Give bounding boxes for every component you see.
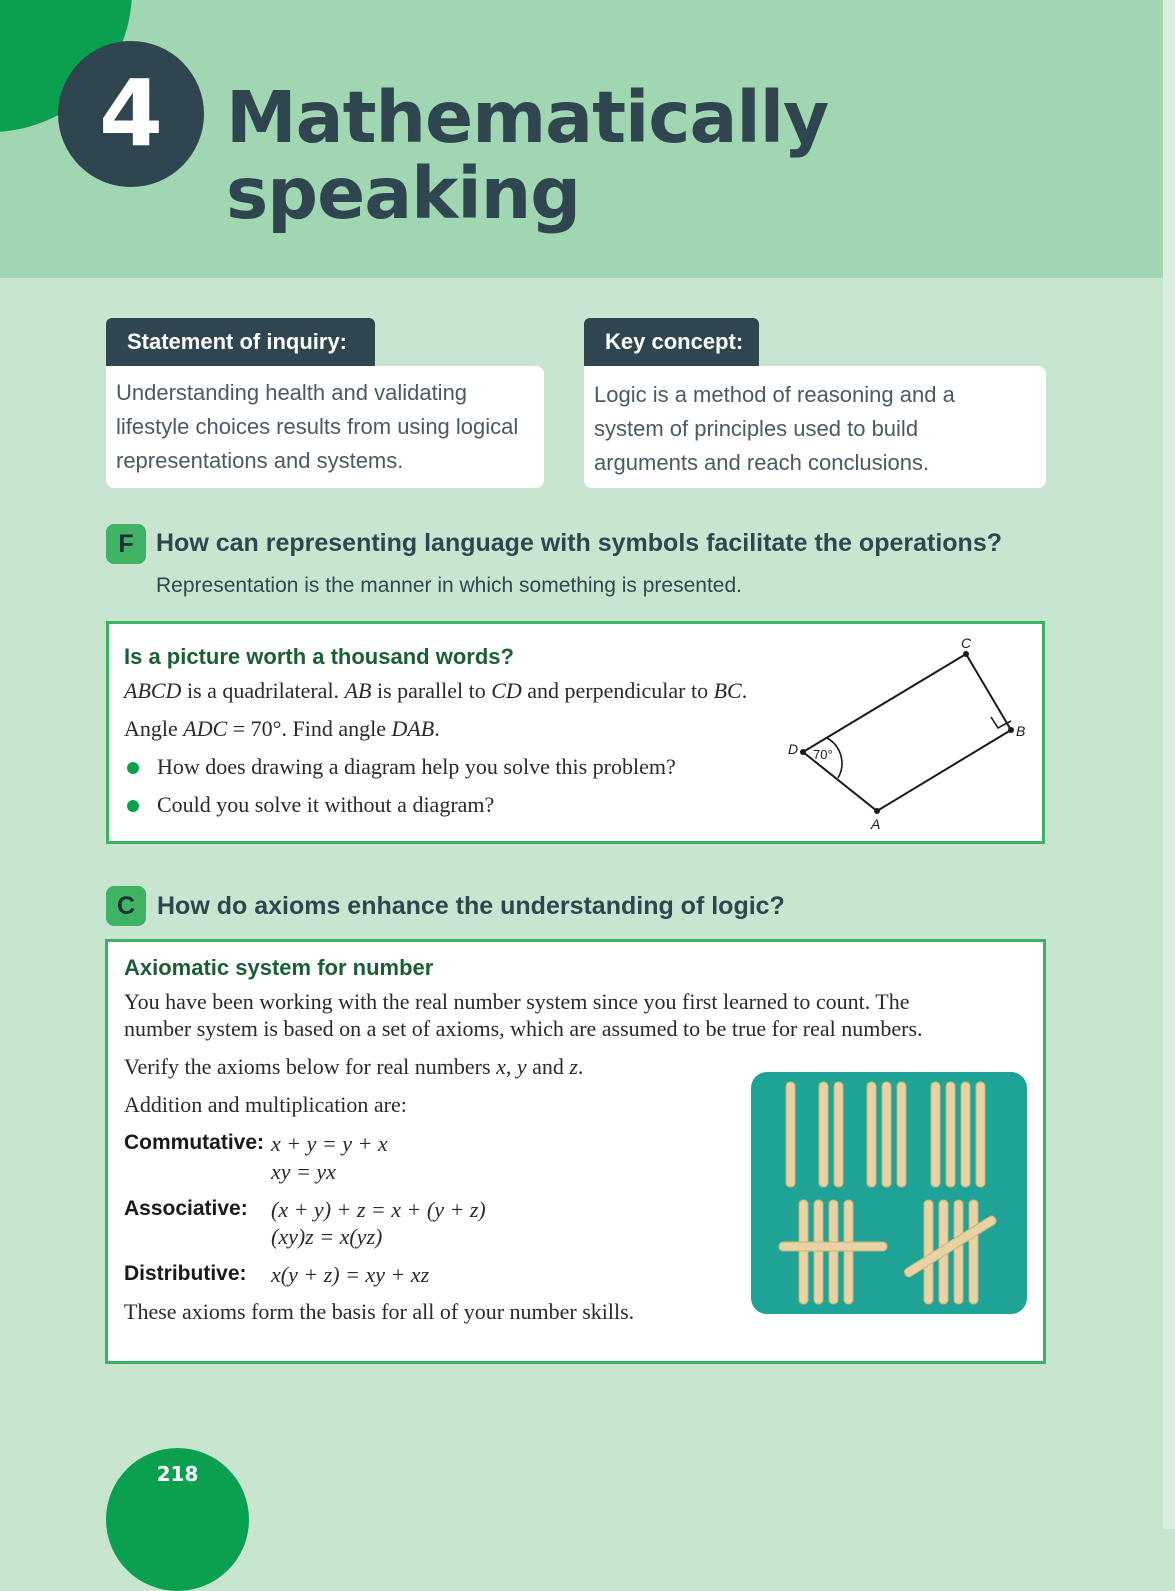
commutative-multiplication: xy = yx [271,1159,336,1184]
label-d: D [788,741,799,757]
axiomatic-system-box [105,939,1046,1364]
page-number-badge [106,1448,249,1591]
tally-stick [954,1200,963,1304]
key-concept-card [584,366,1046,488]
tally-stick [867,1082,876,1187]
commutative-addition: x + y = y + x [271,1131,388,1156]
tally-stick [779,1242,887,1251]
chapter-title-line1: Mathematically [226,76,829,159]
associative-multiplication: (xy)z = x(yz) [271,1224,383,1249]
commutative-label: Commutative: [124,1131,265,1154]
key-concept-label: Key concept: [584,318,759,366]
associative-addition: (x + y) + z = x + (y + z) [271,1197,486,1222]
bullet-icon [127,800,139,812]
tally-stick [969,1200,978,1304]
statement-of-inquiry-label: Statement of inquiry: [106,318,375,366]
axiom-paragraph-line: You have been working with the real number system since you first learned to count. The [124,989,910,1014]
tally-stick [799,1200,808,1304]
question-f-subtext: Representation is the manner in which something is presented. [156,574,742,597]
statement-line: representations and systems. [116,448,404,473]
page-number: 218 [156,1462,199,1486]
chapter-title-line2: speaking [226,152,581,235]
tally-stick [946,1082,955,1187]
tally-stick [931,1082,940,1187]
tally-stick [961,1082,970,1187]
label-a: A [871,816,881,832]
page-edge-strip [1163,0,1175,1529]
chapter-number: 4 [58,41,204,187]
chapter-title [226,76,829,235]
bullet-item: How does drawing a diagram help you solve this problem? [157,754,676,779]
axiom-box-title: Axiomatic system for number [124,955,434,980]
tally-stick [976,1082,985,1187]
distributive-law: x(y + z) = xy + xz [271,1262,430,1287]
tally-stick [924,1200,933,1304]
label-c: C [961,635,972,651]
picture-box-title: Is a picture worth a thousand words? [124,644,514,669]
statement-of-inquiry-card [106,366,544,488]
axiom-paragraph-line: number system is based on a set of axioms, which are assumed to be true for real numbers. [124,1016,923,1041]
verify-statement: Verify the axioms below for real numbers x, y and z. [124,1054,584,1079]
vertex-b [1008,727,1014,733]
axioms-closing: These axioms form the basis for all of your number skills. [124,1299,635,1324]
picture-worth-box [106,621,1045,844]
question-badge-c: C [106,886,146,926]
statement-line: Understanding health and validating [116,380,468,405]
associative-label: Associative: [124,1197,248,1220]
tally-stick [844,1200,853,1304]
distributive-label: Distributive: [124,1262,247,1285]
tally-stick [882,1082,891,1187]
key-concept-line: Logic is a method of reasoning and a [594,382,955,407]
tally-stick [897,1082,906,1187]
vertex-d [800,749,806,755]
angle-statement: Angle ADC = 70°. Find angle DAB. [124,716,440,741]
quadrilateral-diagram [779,634,1039,834]
tally-stick [814,1200,823,1304]
question-badge-f: F [106,524,146,564]
addition-multiplication-intro: Addition and multiplication are: [124,1092,407,1117]
tally-stick [819,1082,828,1187]
key-concept-line: arguments and reach conclusions. [594,450,930,475]
vertex-a [874,808,880,814]
bullet-item: Could you solve it without a diagram? [157,792,495,817]
question-f-heading: How can representing language with symbols facilitate the operations? [156,529,1002,557]
statement-line: lifestyle choices results from using logical [116,414,519,439]
question-c-heading: How do axioms enhance the understanding of logic? [157,892,785,920]
tally-stick [829,1200,838,1304]
tally-stick [834,1082,843,1187]
vertex-c [963,651,969,657]
tally-sticks-photo [751,1072,1027,1314]
key-concept-line: system of principles used to build [594,416,919,441]
quadrilateral-shape [803,654,1011,811]
label-b: B [1016,723,1026,739]
quadrilateral-statement: ABCD is a quadrilateral. AB is parallel to CD and perpendicular to BC. [124,678,748,703]
tally-stick [786,1082,795,1187]
angle-label: 70° [813,747,833,762]
bullet-icon [127,762,139,774]
